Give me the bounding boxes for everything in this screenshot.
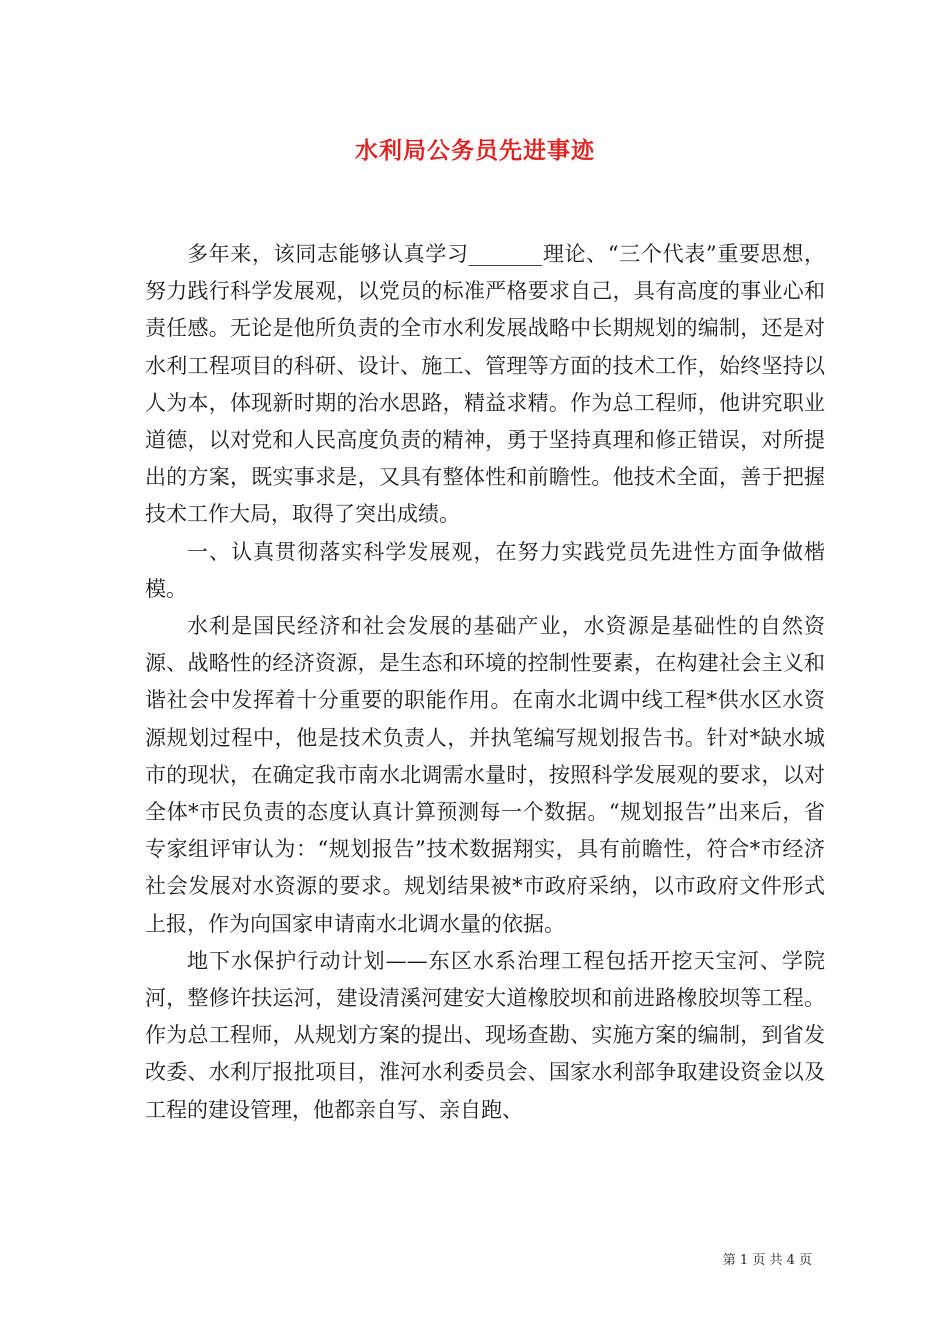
document-body: [145, 236, 825, 1129]
document-title: 水利局公务员先进事迹: [355, 137, 595, 164]
paragraph-section-heading: 一、认真贯彻落实科学发展观，在努力实践党员先进性方面争做楷模。: [145, 539, 825, 601]
page-number: 第 1 页 共 4 页: [722, 1253, 812, 1268]
paragraph-water-resources: 水利是国民经济和社会发展的基础产业，水资源是基础性的自然资源、战略性的经济资源，是生态和环境的控制性要素，在构建社会主义和谐社会中发挥着十分重要的职能作用。在南水北调中线工程*供水区水资源规划过程中，他是技术负责人，并执笔编写规划报告书。针对*缺水城市的现状，在确定我市南水北调需水量时，按照科学发展观的要求，以对全体*市民负责的态度认真计算预测每一个数据。“规划报告”出来后，省专家组评审认为：“规划报告”技术数据翔实，具有前瞻性，符合*市经济社会发展对水资源的要求。规划结果被*市政府采纳，以市政府文件形式上报，作为向国家申请南水北调水量的依据。: [145, 614, 825, 936]
paragraph-groundwater-plan: 地下水保护行动计划——东区水系治理工程包括开挖天宝河、学院河，整修许扶运河，建设清溪河建安大道橡胶坝和前进路橡胶坝等工程。作为总工程师，从规划方案的提出、现场查勘、实施方案的编制，到省发改委、水利厅报批项目，淮河水利委员会、国家水利部争取建设资金以及工程的建设管理，他都亲自写、亲自跑、: [145, 948, 825, 1122]
paragraph-intro: 多年来，该同志能够认真学习_______理论、“三个代表”重要思想，努力践行科学发展观，以党员的标准严格要求自己，具有高度的事业心和责任感。无论是他所负责的全市水利发展战略中长期规划的编制，还是对水利工程项目的科研、设计、施工、管理等方面的技术工作，始终坚持以人为本，体现新时期的治水思路，精益求精。作为总工程师，他讲究职业道德，以对党和人民高度负责的精神，勇于坚持真理和修正错误，对所提出的方案，既实事求是，又具有整体性和前瞻性。他技术全面，善于把握技术工作大局，取得了突出成绩。: [145, 242, 825, 527]
